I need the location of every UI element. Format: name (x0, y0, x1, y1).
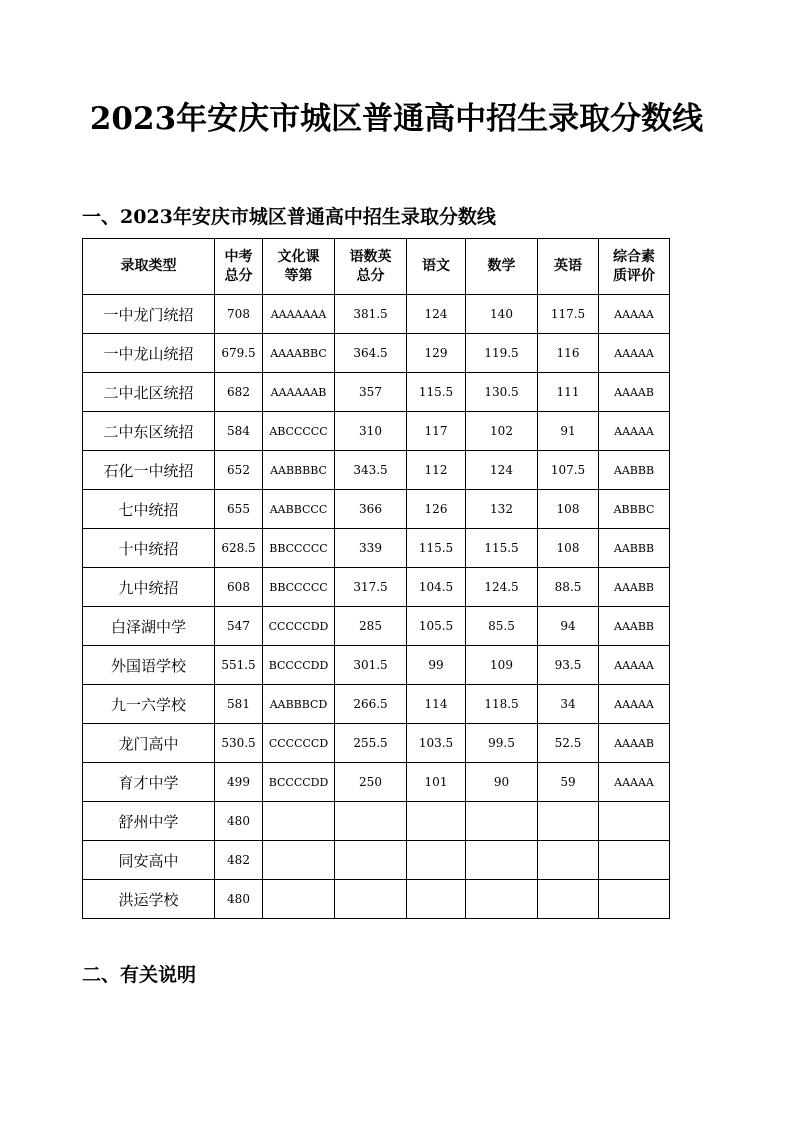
column-header-line: 文化课 (277, 248, 320, 265)
table-cell-culture-grade: BCCCCDD (263, 646, 335, 685)
table-cell-culture-grade (263, 841, 335, 880)
table-cell-type: 二中东区统招 (83, 412, 215, 451)
table-cell-total-score: 499 (215, 763, 263, 802)
table-cell-math: 115.5 (466, 529, 538, 568)
column-header-math (466, 239, 538, 295)
table-body (83, 295, 670, 919)
table-cell-quality-eval: AAAAA (599, 412, 670, 451)
table-cell-english: 93.5 (538, 646, 599, 685)
table-row (83, 685, 670, 724)
table-row (83, 529, 670, 568)
table-cell-type: 舒州中学 (83, 802, 215, 841)
table-cell-cme-total: 266.5 (335, 685, 407, 724)
table-cell-type: 同安高中 (83, 841, 215, 880)
table-cell-type: 外国语学校 (83, 646, 215, 685)
column-header-cme-total (335, 239, 407, 295)
table-cell-quality-eval: AAABB (599, 607, 670, 646)
table-cell-type: 白泽湖中学 (83, 607, 215, 646)
table-row (83, 646, 670, 685)
column-header-culture-grade (263, 239, 335, 295)
table-cell-english (538, 841, 599, 880)
table-cell-math: 85.5 (466, 607, 538, 646)
table-cell-cme-total: 364.5 (335, 334, 407, 373)
column-header-quality-eval (599, 239, 670, 295)
admission-score-table (82, 238, 670, 919)
table-cell-math: 119.5 (466, 334, 538, 373)
table-cell-culture-grade: BCCCCDD (263, 763, 335, 802)
table-row (83, 334, 670, 373)
table-cell-cme-total: 250 (335, 763, 407, 802)
table-cell-english: 88.5 (538, 568, 599, 607)
table-cell-cme-total: 343.5 (335, 451, 407, 490)
table-row (83, 373, 670, 412)
table-cell-culture-grade: ABCCCCC (263, 412, 335, 451)
table-cell-chinese (407, 841, 466, 880)
table-cell-chinese: 115.5 (407, 373, 466, 412)
table-row (83, 451, 670, 490)
table-cell-english: 116 (538, 334, 599, 373)
table-row (83, 763, 670, 802)
table-cell-type: 石化一中统招 (83, 451, 215, 490)
column-header-line: 等第 (284, 267, 313, 284)
table-cell-type: 九一六学校 (83, 685, 215, 724)
table-cell-english: 91 (538, 412, 599, 451)
table-cell-chinese (407, 802, 466, 841)
column-header-line: 质评价 (613, 267, 655, 284)
table-cell-quality-eval: AAABB (599, 568, 670, 607)
table-cell-chinese: 112 (407, 451, 466, 490)
table-row (83, 412, 670, 451)
table-cell-chinese: 101 (407, 763, 466, 802)
table-cell-cme-total: 366 (335, 490, 407, 529)
table-cell-cme-total (335, 841, 407, 880)
table-cell-chinese: 115.5 (407, 529, 466, 568)
table-cell-type: 一中龙山统招 (83, 334, 215, 373)
table-cell-cme-total: 381.5 (335, 295, 407, 334)
column-header-line: 综合素 (613, 248, 655, 265)
table-cell-total-score: 480 (215, 802, 263, 841)
table-cell-total-score: 679.5 (215, 334, 263, 373)
column-header-line: 中考 (224, 248, 253, 265)
table-cell-cme-total (335, 802, 407, 841)
table-cell-math: 124 (466, 451, 538, 490)
table-cell-total-score: 584 (215, 412, 263, 451)
table-cell-total-score: 628.5 (215, 529, 263, 568)
table-cell-type: 十中统招 (83, 529, 215, 568)
table-cell-culture-grade (263, 802, 335, 841)
table-cell-cme-total: 339 (335, 529, 407, 568)
table-cell-english: 34 (538, 685, 599, 724)
table-cell-total-score: 480 (215, 880, 263, 919)
table-row (83, 568, 670, 607)
table-cell-cme-total: 357 (335, 373, 407, 412)
table-cell-math: 102 (466, 412, 538, 451)
table-cell-type: 龙门高中 (83, 724, 215, 763)
table-cell-quality-eval (599, 841, 670, 880)
table-cell-quality-eval: AABBB (599, 451, 670, 490)
table-cell-type: 九中统招 (83, 568, 215, 607)
table-cell-english: 111 (538, 373, 599, 412)
table-cell-total-score: 551.5 (215, 646, 263, 685)
table-cell-culture-grade (263, 880, 335, 919)
table-cell-math: 109 (466, 646, 538, 685)
column-header-line: 英语 (554, 258, 582, 274)
table-cell-english: 117.5 (538, 295, 599, 334)
column-header-line: 语数英 (349, 248, 392, 265)
table-cell-total-score: 652 (215, 451, 263, 490)
table-cell-english: 108 (538, 490, 599, 529)
table-cell-culture-grade: CCCCCCD (263, 724, 335, 763)
table-cell-math: 99.5 (466, 724, 538, 763)
section-heading-notes: 二、有关说明 (82, 964, 197, 986)
table-cell-culture-grade: AAAAAAB (263, 373, 335, 412)
column-header-line: 总分 (224, 267, 253, 284)
table-cell-cme-total: 285 (335, 607, 407, 646)
table-cell-total-score: 608 (215, 568, 263, 607)
table-cell-math: 118.5 (466, 685, 538, 724)
table-cell-cme-total: 255.5 (335, 724, 407, 763)
table-row (83, 880, 670, 919)
table-cell-english (538, 802, 599, 841)
table-cell-culture-grade: CCCCCDD (263, 607, 335, 646)
table-cell-total-score: 581 (215, 685, 263, 724)
table-row (83, 724, 670, 763)
page-title: 2023年安庆市城区普通高中招生录取分数线 (89, 101, 704, 137)
table-cell-chinese: 104.5 (407, 568, 466, 607)
table-cell-quality-eval (599, 802, 670, 841)
table-cell-quality-eval (599, 880, 670, 919)
table-cell-english: 108 (538, 529, 599, 568)
table-cell-english: 52.5 (538, 724, 599, 763)
table-cell-english (538, 880, 599, 919)
table-cell-math: 130.5 (466, 373, 538, 412)
table-cell-math: 132 (466, 490, 538, 529)
table-cell-cme-total (335, 880, 407, 919)
table-cell-chinese (407, 880, 466, 919)
table-cell-type: 洪运学校 (83, 880, 215, 919)
table-cell-type: 育才中学 (83, 763, 215, 802)
table-cell-type: 二中北区统招 (83, 373, 215, 412)
table-cell-chinese: 103.5 (407, 724, 466, 763)
table-cell-quality-eval: AAAAB (599, 724, 670, 763)
column-header-line: 数学 (487, 258, 516, 274)
table-cell-chinese: 117 (407, 412, 466, 451)
table-cell-chinese: 126 (407, 490, 466, 529)
table-cell-cme-total: 310 (335, 412, 407, 451)
column-header-line: 录取类型 (120, 258, 177, 274)
table-cell-type: 七中统招 (83, 490, 215, 529)
table-cell-math: 90 (466, 763, 538, 802)
table-cell-chinese: 114 (407, 685, 466, 724)
table-cell-quality-eval: AAAAA (599, 295, 670, 334)
table-cell-type: 一中龙门统招 (83, 295, 215, 334)
table-cell-math (466, 841, 538, 880)
table-row (83, 802, 670, 841)
table-cell-quality-eval: AAAAB (599, 373, 670, 412)
table-cell-chinese: 129 (407, 334, 466, 373)
column-header-total-score (215, 239, 263, 295)
table-cell-quality-eval: AABBB (599, 529, 670, 568)
table-cell-cme-total: 301.5 (335, 646, 407, 685)
table-cell-chinese: 124 (407, 295, 466, 334)
table-cell-english: 107.5 (538, 451, 599, 490)
table-cell-culture-grade: AABBCCC (263, 490, 335, 529)
table-cell-total-score: 682 (215, 373, 263, 412)
column-header-line: 语文 (422, 258, 450, 274)
table-row (83, 607, 670, 646)
table-cell-total-score: 655 (215, 490, 263, 529)
table-cell-quality-eval: AAAAA (599, 763, 670, 802)
table-cell-chinese: 99 (407, 646, 466, 685)
table-cell-quality-eval: AAAAA (599, 334, 670, 373)
table-cell-total-score: 530.5 (215, 724, 263, 763)
table-cell-math: 124.5 (466, 568, 538, 607)
table-cell-culture-grade: AABBBBC (263, 451, 335, 490)
table-cell-quality-eval: AAAAA (599, 646, 670, 685)
table-header-row (83, 239, 670, 295)
table-cell-quality-eval: ABBBC (599, 490, 670, 529)
column-header-line: 总分 (356, 267, 385, 284)
table-cell-math (466, 802, 538, 841)
table-cell-culture-grade: BBCCCCC (263, 529, 335, 568)
table-row (83, 295, 670, 334)
table-cell-culture-grade: AAAABBC (263, 334, 335, 373)
table-cell-total-score: 547 (215, 607, 263, 646)
table-row (83, 490, 670, 529)
column-header-type (83, 239, 215, 295)
column-header-english (538, 239, 599, 295)
table-cell-english: 59 (538, 763, 599, 802)
table-cell-quality-eval: AAAAA (599, 685, 670, 724)
table-cell-total-score: 482 (215, 841, 263, 880)
table-cell-math (466, 880, 538, 919)
table-cell-culture-grade: AAAAAAA (263, 295, 335, 334)
table-cell-cme-total: 317.5 (335, 568, 407, 607)
table-row (83, 841, 670, 880)
table-cell-culture-grade: BBCCCCC (263, 568, 335, 607)
section-heading-admission-scores: 一、2023年安庆市城区普通高中招生录取分数线 (82, 206, 496, 228)
table-cell-english: 94 (538, 607, 599, 646)
table-cell-culture-grade: AABBBCD (263, 685, 335, 724)
table-cell-chinese: 105.5 (407, 607, 466, 646)
table-cell-total-score: 708 (215, 295, 263, 334)
table-cell-math: 140 (466, 295, 538, 334)
column-header-chinese (407, 239, 466, 295)
